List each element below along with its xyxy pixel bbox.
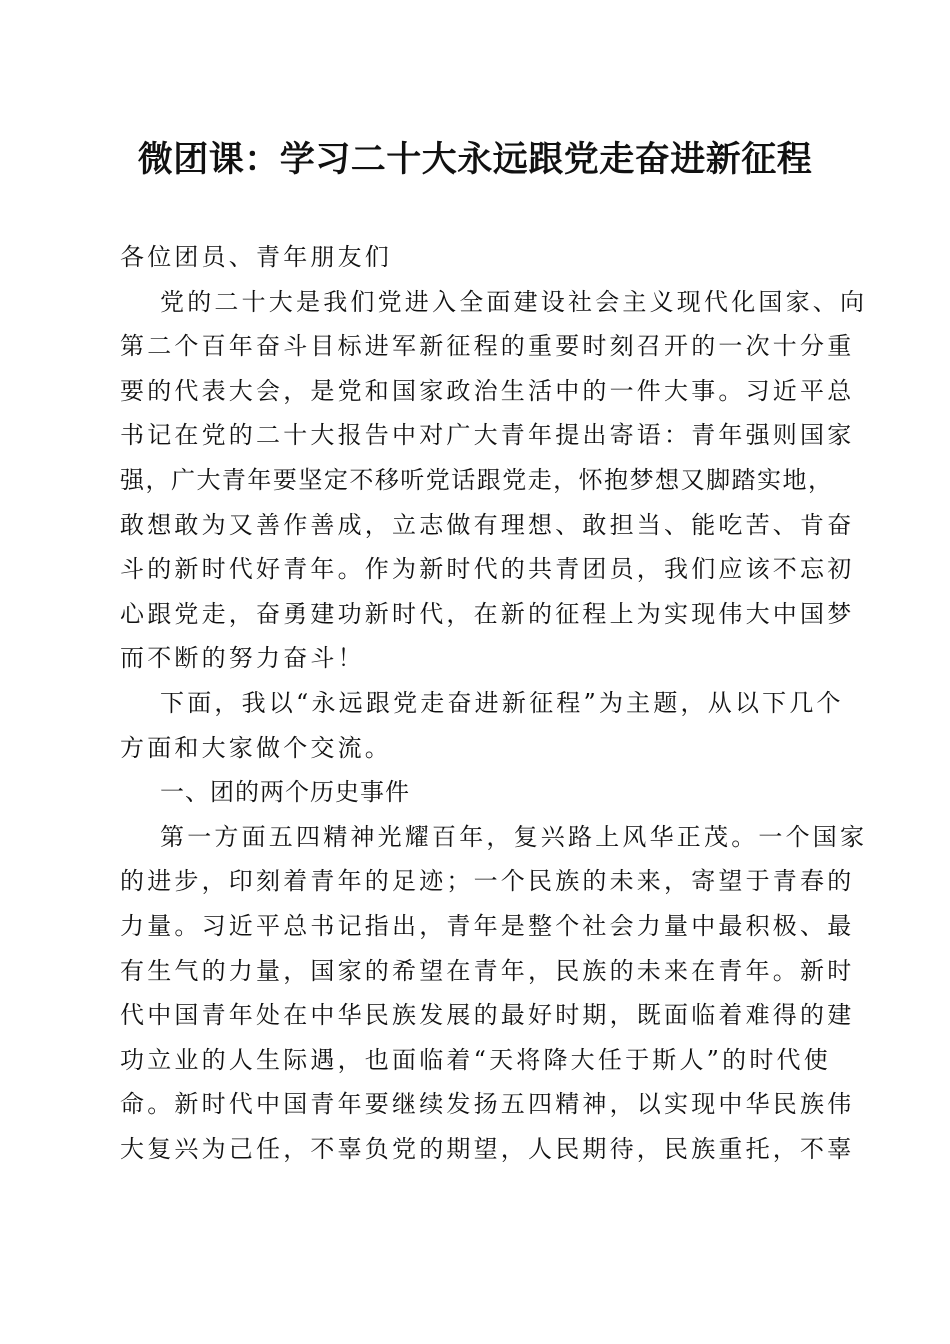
text-line: 书记在党的二十大报告中对广大青年提出寄语：青年强则国家 [120,421,855,450]
document-title: 微团课：学习二十大永远跟党走奋进新征程 [137,139,813,180]
text-line: 第一方面五四精神光耀百年，复兴路上风华正茂。一个国家 [160,822,868,851]
text-line: 命。新时代中国青年要继续发扬五四精神，以实现中华民族伟 [120,1090,855,1119]
text-line: 的进步，印刻着青年的足迹；一个民族的未来，寄望于青春的 [120,867,855,896]
text-line: 党的二十大是我们党进入全面建设社会主义现代化国家、向 [160,287,868,316]
text-line: 第二个百年奋斗目标进军新征程的重要时刻召开的一次十分重 [120,332,855,361]
text-line: 代中国青年处在中华民族发展的最好时期，既面临着难得的建 [120,1001,855,1030]
text-line: 力量。习近平总书记指出，青年是整个社会力量中最积极、最 [120,911,855,940]
text-line: 方面和大家做个交流。 [120,733,392,762]
section-heading: 一、团的两个历史事件 [160,778,410,807]
paragraph-theme [120,681,844,770]
text-line: 有生气的力量，国家的希望在青年，民族的未来在青年。新时 [120,956,855,985]
paragraph-intro [120,280,868,681]
text-line: 大复兴为己任，不辜负党的期望，人民期待，民族重托，不辜 [120,1134,855,1163]
text-line: 功立业的人生际遇，也面临着“天将降大任于斯人”的时代使 [120,1045,831,1074]
document-body [120,235,868,1171]
salutation: 各位团员、青年朋友们 [120,243,392,271]
text-line: 下面，我以“永远跟党走奋进新征程”为主题，从以下几个 [160,688,844,717]
text-line: 心跟党走，奋勇建功新时代，在新的征程上为实现伟大中国梦 [120,599,855,628]
paragraph-may-fourth [120,815,868,1172]
text-line: 而不断的努力奋斗！ [120,644,365,673]
text-line: 斗的新时代好青年。作为新时代的共青团员，我们应该不忘初 [120,555,855,584]
text-line: 要的代表大会，是党和国家政治生活中的一件大事。习近平总 [120,376,855,405]
text-line: 敢想敢为又善作善成，立志做有理想、敢担当、能吃苦、肯奋 [120,510,855,539]
text-line: 强，广大青年要坚定不移听党话跟党走，怀抱梦想又脚踏实地， [120,465,832,494]
